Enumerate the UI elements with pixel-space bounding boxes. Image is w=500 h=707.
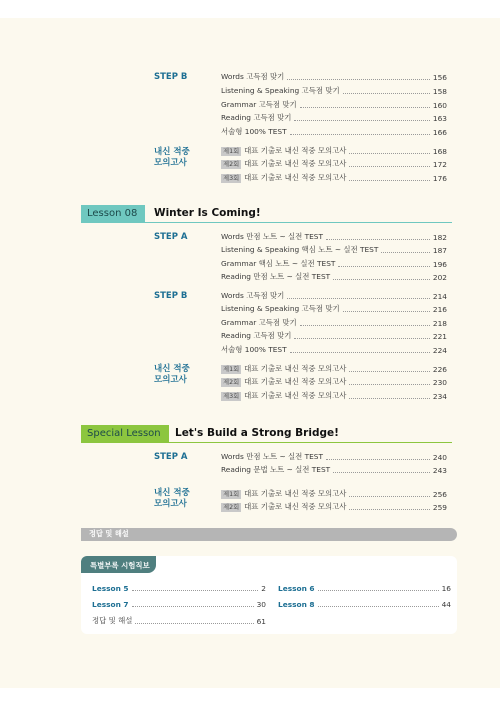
toc-entry-label: 제2회 대표 기출로 내신 적중 모의고사 xyxy=(223,377,347,386)
toc-row[interactable] xyxy=(221,464,447,475)
dot-leader xyxy=(326,459,430,460)
toc-row[interactable] xyxy=(221,271,447,282)
supplement-entry-label: 정답 및 해설 xyxy=(92,616,133,625)
toc-row[interactable] xyxy=(221,71,447,82)
supplement-row[interactable] xyxy=(92,615,266,626)
supplement-entry-label: Lesson 5 xyxy=(92,584,129,593)
dot-leader xyxy=(135,623,253,624)
toc-page-number: 202 xyxy=(432,273,447,282)
toc-entry-label: Reading 만점 노트 ~ 실전 TEST xyxy=(221,272,331,281)
dot-leader xyxy=(333,472,430,473)
toc-entry-label: Listening & Speaking 고득점 맞기 xyxy=(221,86,340,95)
lesson8-mock-label: 내신 적중 모의고사 xyxy=(154,364,190,385)
special-lesson-title: Let's Build a Strong Bridge! xyxy=(175,427,339,439)
lesson8-title: Winter Is Coming! xyxy=(154,207,261,219)
toc-entry-label: 제3회 대표 기출로 내신 적중 모의고사 xyxy=(223,173,347,182)
round-badge: 제3회 xyxy=(223,393,240,400)
toc-entry-label: Words 고득점 맞기 xyxy=(221,72,285,81)
dot-leader xyxy=(300,107,430,108)
toc-page-number: 259 xyxy=(432,503,447,512)
toc-entry-label: Listening & Speaking 핵심 노트 ~ 실전 TEST xyxy=(221,245,379,254)
toc-page-number: 256 xyxy=(432,490,447,499)
toc-row[interactable] xyxy=(221,330,447,341)
dot-leader xyxy=(290,352,430,353)
toc-page-number: 226 xyxy=(432,365,447,374)
toc-page-number: 156 xyxy=(432,73,447,82)
supplement-row[interactable] xyxy=(278,582,451,593)
toc-page-number: 172 xyxy=(432,160,447,169)
dot-leader xyxy=(326,239,430,240)
toc-page-number: 243 xyxy=(432,466,447,475)
toc-row[interactable] xyxy=(221,317,447,328)
supplement-page-number: 61 xyxy=(256,617,266,626)
toc-row[interactable] xyxy=(221,258,447,269)
dot-leader xyxy=(294,338,429,339)
dot-leader xyxy=(318,606,439,607)
toc-entry-label: Reading 문법 노트 ~ 실전 TEST xyxy=(221,465,331,474)
dot-leader xyxy=(300,325,430,326)
dot-leader xyxy=(349,509,430,510)
lesson8-step-a-label: STEP A xyxy=(154,232,188,242)
dot-leader xyxy=(287,79,430,80)
toc-row[interactable] xyxy=(221,99,447,110)
toc-entry-label: Reading 고득점 맞기 xyxy=(221,113,292,122)
round-badge: 제1회 xyxy=(223,491,240,498)
toc-entry-label: 제3회 대표 기출로 내신 적중 모의고사 xyxy=(223,391,347,400)
dot-leader xyxy=(290,134,430,135)
toc-row[interactable] xyxy=(221,158,447,169)
dot-leader xyxy=(343,93,430,94)
supplement-page-number: 44 xyxy=(441,600,451,609)
special-lesson-tag: Special Lesson xyxy=(81,425,169,442)
supplement-tab-label: 특별부록 시험직보 xyxy=(90,561,150,570)
toc-row[interactable] xyxy=(221,231,447,242)
dot-leader xyxy=(349,166,430,167)
toc-page-number: 168 xyxy=(432,147,447,156)
supplement-tab xyxy=(81,556,156,573)
toc-entry-label: Words 고득점 맞기 xyxy=(221,291,285,300)
toc-page-number: 163 xyxy=(432,114,447,123)
answers-bar[interactable] xyxy=(81,528,457,541)
round-badge: 제3회 xyxy=(223,175,240,182)
supplement-page-number: 30 xyxy=(256,600,266,609)
toc-row[interactable] xyxy=(221,290,447,301)
toc-row[interactable] xyxy=(221,451,447,462)
toc-page-number: 182 xyxy=(432,233,447,242)
dot-leader xyxy=(132,606,254,607)
toc-row[interactable] xyxy=(221,112,447,123)
supplement-row[interactable] xyxy=(278,598,451,609)
dot-leader xyxy=(287,298,430,299)
toc-entry-label: 제1회 대표 기출로 내신 적중 모의고사 xyxy=(223,364,347,373)
toc-row[interactable] xyxy=(221,172,447,183)
dot-leader xyxy=(349,384,430,385)
lesson7-mock-label: 내신 적중 모의고사 xyxy=(154,147,190,168)
toc-page-number: 230 xyxy=(432,378,447,387)
supplement-row[interactable] xyxy=(92,582,266,593)
dot-leader xyxy=(338,266,429,267)
lesson8-tag: Lesson 08 xyxy=(81,205,145,222)
dot-leader xyxy=(349,153,430,154)
toc-page-number: 214 xyxy=(432,292,447,301)
dot-leader xyxy=(318,590,439,591)
toc-page-number: 187 xyxy=(432,246,447,255)
toc-page-number: 158 xyxy=(432,87,447,96)
toc-page-number: 218 xyxy=(432,319,447,328)
toc-entry-label: Reading 고득점 맞기 xyxy=(221,331,292,340)
lesson7-step-b-label: STEP B xyxy=(154,72,188,82)
toc-entry-label: 제1회 대표 기출로 내신 적중 모의고사 xyxy=(223,146,347,155)
supplement-row[interactable] xyxy=(92,598,266,609)
toc-page-number: 224 xyxy=(432,346,447,355)
round-badge: 제2회 xyxy=(223,161,240,168)
dot-leader xyxy=(132,590,259,591)
dot-leader xyxy=(294,120,429,121)
dot-leader xyxy=(333,279,430,280)
toc-entry-label: 제1회 대표 기출로 내신 적중 모의고사 xyxy=(223,489,347,498)
toc-row[interactable] xyxy=(221,390,447,401)
answers-bar-label: 정답 및 해설 xyxy=(89,529,129,538)
toc-entry-label: Words 만점 노트 ~ 실전 TEST xyxy=(221,232,324,241)
toc-entry-label: Words 만점 노트 ~ 실전 TEST xyxy=(221,452,324,461)
dot-leader xyxy=(349,371,430,372)
toc-entry-label: Grammar 고득점 맞기 xyxy=(221,100,297,109)
supplement-entry-label: Lesson 8 xyxy=(278,600,315,609)
toc-entry-label: 서술형 100% TEST xyxy=(221,127,287,136)
lesson8-divider xyxy=(81,222,452,223)
toc-page-number: 221 xyxy=(432,332,447,341)
toc-row[interactable] xyxy=(221,85,447,96)
toc-row[interactable] xyxy=(221,376,447,387)
toc-page-number: 240 xyxy=(432,453,447,462)
lesson8-step-b-label: STEP B xyxy=(154,291,188,301)
toc-entry-label: Grammar 핵심 노트 ~ 실전 TEST xyxy=(221,259,336,268)
supplement-page-number: 2 xyxy=(261,584,266,593)
toc-page-number: 166 xyxy=(432,128,447,137)
toc-row[interactable] xyxy=(221,244,447,255)
dot-leader xyxy=(349,180,430,181)
toc-page-number: 176 xyxy=(432,174,447,183)
toc-page-number: 216 xyxy=(432,305,447,314)
dot-leader xyxy=(343,311,430,312)
round-badge: 제1회 xyxy=(223,148,240,155)
toc-row[interactable] xyxy=(221,145,447,156)
round-badge: 제2회 xyxy=(223,379,240,386)
toc-entry-label: 제2회 대표 기출로 내신 적중 모의고사 xyxy=(223,159,347,168)
round-badge: 제2회 xyxy=(223,504,240,511)
dot-leader xyxy=(381,252,430,253)
supplement-page-number: 16 xyxy=(441,584,451,593)
toc-page-number: 234 xyxy=(432,392,447,401)
dot-leader xyxy=(349,398,430,399)
special-mock-label: 내신 적중 모의고사 xyxy=(154,488,190,509)
toc-row[interactable] xyxy=(221,501,447,512)
toc-page-number: 196 xyxy=(432,260,447,269)
special-step-a-label: STEP A xyxy=(154,452,188,462)
toc-row[interactable] xyxy=(221,303,447,314)
toc-entry-label: Listening & Speaking 고득점 맞기 xyxy=(221,304,340,313)
round-badge: 제1회 xyxy=(223,366,240,373)
toc-page-number: 160 xyxy=(432,101,447,110)
special-divider xyxy=(81,442,452,443)
toc-entry-label: 제2회 대표 기출로 내신 적중 모의고사 xyxy=(223,502,347,511)
toc-entry-label: 서술형 100% TEST xyxy=(221,345,287,354)
toc-entry-label: Grammar 고득점 맞기 xyxy=(221,318,297,327)
toc-row[interactable] xyxy=(221,363,447,374)
toc-row[interactable] xyxy=(221,344,447,355)
supplement-entry-label: Lesson 7 xyxy=(92,600,129,609)
supplement-entry-label: Lesson 6 xyxy=(278,584,315,593)
dot-leader xyxy=(349,496,430,497)
toc-row[interactable] xyxy=(221,488,447,499)
toc-row[interactable] xyxy=(221,126,447,137)
